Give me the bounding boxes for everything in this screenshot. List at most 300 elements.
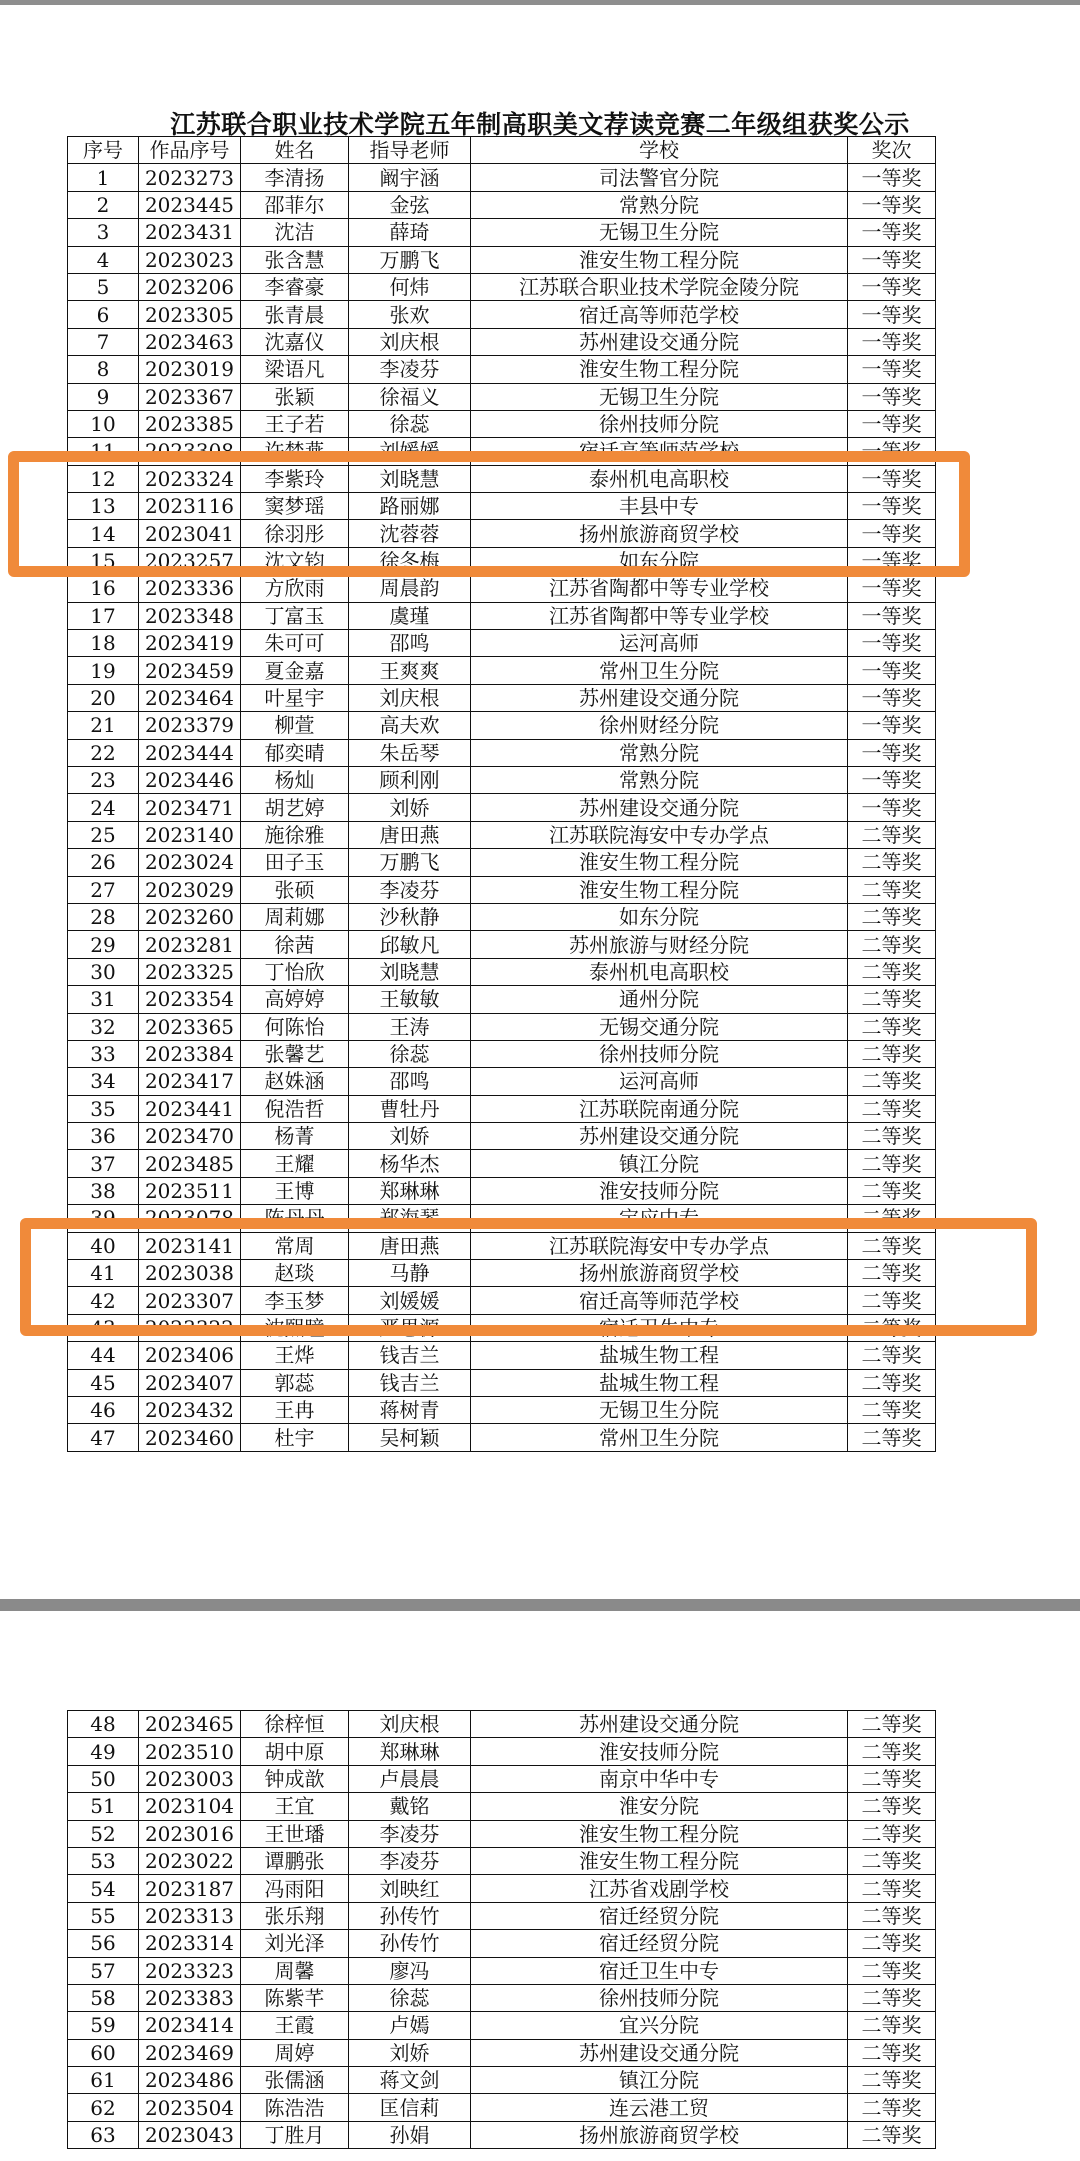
work-no-cell: 2023384 <box>139 1040 241 1067</box>
name-cell: 李睿豪 <box>241 273 349 300</box>
school-cell: 江苏联院南通分院 <box>471 1095 848 1122</box>
school-cell: 宿迁高等师范学校 <box>471 1287 848 1314</box>
work-no-cell: 2023029 <box>139 876 241 903</box>
seq-cell: 2 <box>68 191 139 218</box>
name-cell: 窦梦瑶 <box>241 493 349 520</box>
name-cell: 郁奕晴 <box>241 739 349 766</box>
table-row <box>68 849 936 876</box>
work-no-cell: 2023385 <box>139 410 241 437</box>
school-cell: 运河高师 <box>471 1068 848 1095</box>
seq-cell: 16 <box>68 575 139 602</box>
award-cell: 二等奖 <box>848 2121 936 2148</box>
award-cell: 二等奖 <box>848 1123 936 1150</box>
table-row <box>68 1068 936 1095</box>
seq-cell: 9 <box>68 383 139 410</box>
work-no-cell: 2023308 <box>139 438 241 465</box>
award-cell: 一等奖 <box>848 630 936 657</box>
award-cell: 二等奖 <box>848 821 936 848</box>
name-cell: 徐梓恒 <box>241 1711 349 1738</box>
table-row <box>68 2094 936 2121</box>
advisor-cell: 唐田燕 <box>349 821 471 848</box>
advisor-cell: 刘媛媛 <box>349 438 471 465</box>
seq-cell: 42 <box>68 1287 139 1314</box>
advisor-cell: 廖冯 <box>349 1957 471 1984</box>
school-cell: 淮安生物工程分院 <box>471 1820 848 1847</box>
award-cell: 一等奖 <box>848 383 936 410</box>
award-cell: 一等奖 <box>848 219 936 246</box>
school-cell: 淮安技师分院 <box>471 1177 848 1204</box>
seq-cell: 63 <box>68 2121 139 2148</box>
seq-cell: 54 <box>68 1875 139 1902</box>
name-cell: 何陈怡 <box>241 1013 349 1040</box>
school-cell: 无锡交通分院 <box>471 1013 848 1040</box>
table-row <box>68 219 936 246</box>
awards-table-page-2 <box>67 1710 936 2149</box>
seq-cell: 29 <box>68 931 139 958</box>
award-cell: 一等奖 <box>848 520 936 547</box>
school-cell: 淮安生物工程分院 <box>471 876 848 903</box>
school-cell: 淮安生物工程分院 <box>471 246 848 273</box>
school-cell: 苏州旅游与财经分院 <box>471 931 848 958</box>
name-cell: 周莉娜 <box>241 903 349 930</box>
seq-cell: 22 <box>68 739 139 766</box>
award-cell: 二等奖 <box>848 849 936 876</box>
award-cell: 一等奖 <box>848 301 936 328</box>
name-cell: 张乐翔 <box>241 1902 349 1929</box>
name-cell: 常周 <box>241 1232 349 1259</box>
advisor-cell: 沙秋静 <box>349 903 471 930</box>
seq-cell: 52 <box>68 1820 139 1847</box>
award-cell: 一等奖 <box>848 602 936 629</box>
table-row <box>68 328 936 355</box>
advisor-cell: 王敏敏 <box>349 986 471 1013</box>
school-cell: 淮安分院 <box>471 1793 848 1820</box>
seq-cell: 31 <box>68 986 139 1013</box>
school-cell: 泰州机电高职校 <box>471 465 848 492</box>
school-cell: 淮安生物工程分院 <box>471 849 848 876</box>
award-cell: 一等奖 <box>848 794 936 821</box>
work-no-cell: 2023465 <box>139 1711 241 1738</box>
name-cell: 陈紫芊 <box>241 1984 349 2011</box>
seq-cell: 18 <box>68 630 139 657</box>
school-cell: 常熟分院 <box>471 191 848 218</box>
work-no-cell: 2023116 <box>139 493 241 520</box>
advisor-cell: 孙娟 <box>349 2121 471 2148</box>
work-no-cell: 2023464 <box>139 684 241 711</box>
work-no-cell: 2023348 <box>139 602 241 629</box>
name-cell: 倪浩哲 <box>241 1095 349 1122</box>
advisor-cell: 郑琳琳 <box>349 1177 471 1204</box>
seq-cell: 48 <box>68 1711 139 1738</box>
advisor-cell: 李凌芬 <box>349 356 471 383</box>
name-cell: 王博 <box>241 1177 349 1204</box>
seq-cell: 39 <box>68 1205 139 1232</box>
table-row <box>68 1984 936 2011</box>
work-no-cell: 2023367 <box>139 383 241 410</box>
school-cell: 如东分院 <box>471 903 848 930</box>
school-cell: 无锡卫生分院 <box>471 219 848 246</box>
award-cell: 二等奖 <box>848 1040 936 1067</box>
table-row <box>68 1711 936 1738</box>
work-no-cell: 2023273 <box>139 164 241 191</box>
award-cell: 一等奖 <box>848 493 936 520</box>
advisor-cell: 沈蓉蓉 <box>349 520 471 547</box>
name-cell: 杜宇 <box>241 1424 349 1451</box>
work-no-cell: 2023206 <box>139 273 241 300</box>
work-no-cell: 2023313 <box>139 1902 241 1929</box>
school-cell: 宿迁高等师范学校 <box>471 438 848 465</box>
work-no-cell: 2023365 <box>139 1013 241 1040</box>
name-cell: 邵菲尔 <box>241 191 349 218</box>
award-cell: 一等奖 <box>848 684 936 711</box>
name-cell: 丁富玉 <box>241 602 349 629</box>
table-row <box>68 2067 936 2094</box>
school-cell: 徐州技师分院 <box>471 410 848 437</box>
seq-cell: 51 <box>68 1793 139 1820</box>
table-row <box>68 1902 936 1929</box>
award-cell: 一等奖 <box>848 273 936 300</box>
seq-cell: 53 <box>68 1847 139 1874</box>
award-cell: 二等奖 <box>848 903 936 930</box>
seq-cell: 13 <box>68 493 139 520</box>
name-cell: 李紫玲 <box>241 465 349 492</box>
award-cell: 二等奖 <box>848 1150 936 1177</box>
advisor-cell: 匡信莉 <box>349 2094 471 2121</box>
school-cell: 南京中华中专 <box>471 1765 848 1792</box>
school-cell: 淮安生物工程分院 <box>471 356 848 383</box>
table-row <box>68 356 936 383</box>
award-cell: 二等奖 <box>848 2094 936 2121</box>
table-row <box>68 876 936 903</box>
table-row <box>68 1150 936 1177</box>
award-cell: 二等奖 <box>848 1396 936 1423</box>
award-cell: 二等奖 <box>848 2067 936 2094</box>
name-cell: 王世璠 <box>241 1820 349 1847</box>
advisor-cell: 朱岳琴 <box>349 739 471 766</box>
work-no-cell: 2023016 <box>139 1820 241 1847</box>
award-cell: 一等奖 <box>848 547 936 574</box>
work-no-cell: 2023305 <box>139 301 241 328</box>
advisor-cell: 钱吉兰 <box>349 1369 471 1396</box>
document-title: 江苏联合职业技术学院五年制高职美文荐读竞赛二年级组获奖公示 <box>170 110 910 139</box>
advisor-cell: 阚宇涵 <box>349 164 471 191</box>
work-no-cell: 2023323 <box>139 1957 241 1984</box>
name-cell: 张儒涵 <box>241 2067 349 2094</box>
advisor-cell: 刘娇 <box>349 1123 471 1150</box>
advisor-cell: 张欢 <box>349 301 471 328</box>
name-cell: 张颖 <box>241 383 349 410</box>
table-row <box>68 1396 936 1423</box>
name-cell: 叶星宇 <box>241 684 349 711</box>
work-no-cell: 2023281 <box>139 931 241 958</box>
advisor-cell: 卢晨晨 <box>349 1765 471 1792</box>
work-no-cell: 2023041 <box>139 520 241 547</box>
award-cell: 一等奖 <box>848 246 936 273</box>
work-no-cell: 2023019 <box>139 356 241 383</box>
school-cell: 苏州建设交通分院 <box>471 2039 848 2066</box>
advisor-cell: 曹牡丹 <box>349 1095 471 1122</box>
school-cell: 司法警官分院 <box>471 164 848 191</box>
award-cell: 二等奖 <box>848 1013 936 1040</box>
table-row <box>68 657 936 684</box>
seq-cell: 41 <box>68 1260 139 1287</box>
work-no-cell: 2023446 <box>139 766 241 793</box>
name-cell: 钟成歆 <box>241 1765 349 1792</box>
name-cell: 许梦燕 <box>241 438 349 465</box>
table-row <box>68 273 936 300</box>
name-cell: 丁胜月 <box>241 2121 349 2148</box>
school-cell: 徐州技师分院 <box>471 1984 848 2011</box>
award-cell: 二等奖 <box>848 1068 936 1095</box>
name-cell: 杨菁 <box>241 1123 349 1150</box>
seq-cell: 35 <box>68 1095 139 1122</box>
award-cell: 二等奖 <box>848 1287 936 1314</box>
table-row <box>68 2012 936 2039</box>
advisor-cell: 顾利刚 <box>349 766 471 793</box>
school-cell: 盐城生物工程 <box>471 1369 848 1396</box>
table-row <box>68 1095 936 1122</box>
advisor-cell: 王爽爽 <box>349 657 471 684</box>
seq-cell: 38 <box>68 1177 139 1204</box>
name-cell: 陈丹丹 <box>241 1205 349 1232</box>
school-cell: 宝应中专 <box>471 1205 848 1232</box>
award-cell: 二等奖 <box>848 958 936 985</box>
work-no-cell: 2023336 <box>139 575 241 602</box>
advisor-cell: 刘娇 <box>349 2039 471 2066</box>
seq-cell: 19 <box>68 657 139 684</box>
seq-cell: 25 <box>68 821 139 848</box>
seq-cell: 60 <box>68 2039 139 2066</box>
name-cell: 刘光泽 <box>241 1930 349 1957</box>
advisor-cell: 王涛 <box>349 1013 471 1040</box>
advisor-cell: 蒋文剑 <box>349 2067 471 2094</box>
seq-cell: 59 <box>68 2012 139 2039</box>
advisor-cell: 高夫欢 <box>349 712 471 739</box>
advisor-cell: 郑琳琳 <box>349 1738 471 1765</box>
advisor-cell: 吴柯颖 <box>349 1424 471 1451</box>
award-cell: 二等奖 <box>848 1793 936 1820</box>
advisor-cell: 李凌芬 <box>349 876 471 903</box>
table-row <box>68 1875 936 1902</box>
table-row <box>68 1040 936 1067</box>
school-cell: 淮安生物工程分院 <box>471 1847 848 1874</box>
seq-cell: 11 <box>68 438 139 465</box>
name-cell: 方欣雨 <box>241 575 349 602</box>
advisor-cell: 戴铭 <box>349 1793 471 1820</box>
table-row <box>68 739 936 766</box>
seq-cell: 32 <box>68 1013 139 1040</box>
work-no-cell: 2023510 <box>139 1738 241 1765</box>
name-cell: 陈浩浩 <box>241 2094 349 2121</box>
award-cell: 一等奖 <box>848 712 936 739</box>
work-no-cell: 2023187 <box>139 1875 241 1902</box>
work-no-cell: 2023414 <box>139 2012 241 2039</box>
advisor-cell: 徐福义 <box>349 383 471 410</box>
name-cell: 张青晨 <box>241 301 349 328</box>
name-cell: 谭鹏张 <box>241 1847 349 1874</box>
seq-cell: 7 <box>68 328 139 355</box>
table-row <box>68 1123 936 1150</box>
work-no-cell: 2023431 <box>139 219 241 246</box>
school-cell: 江苏联院海安中专办学点 <box>471 821 848 848</box>
work-no-cell: 2023141 <box>139 1232 241 1259</box>
name-cell: 徐茜 <box>241 931 349 958</box>
seq-cell: 46 <box>68 1396 139 1423</box>
advisor-cell: 蒋树青 <box>349 1396 471 1423</box>
name-cell: 王烨 <box>241 1342 349 1369</box>
school-cell: 镇江分院 <box>471 1150 848 1177</box>
table-row <box>68 958 936 985</box>
seq-cell: 6 <box>68 301 139 328</box>
work-no-cell: 2023078 <box>139 1205 241 1232</box>
school-cell: 江苏省戏剧学校 <box>471 1875 848 1902</box>
table-row <box>68 1820 936 1847</box>
award-cell: 一等奖 <box>848 766 936 793</box>
advisor-cell: 刘娇 <box>349 794 471 821</box>
award-cell: 二等奖 <box>848 1711 936 1738</box>
seq-cell: 21 <box>68 712 139 739</box>
name-cell: 王宜 <box>241 1793 349 1820</box>
advisor-cell: 路丽娜 <box>349 493 471 520</box>
school-cell: 徐州技师分院 <box>471 1040 848 1067</box>
work-no-cell: 2023419 <box>139 630 241 657</box>
advisor-cell: 金弦 <box>349 191 471 218</box>
work-no-cell: 作品序号 <box>139 137 241 164</box>
table-row <box>68 2121 936 2148</box>
name-cell: 朱可可 <box>241 630 349 657</box>
advisor-cell: 邵鸣 <box>349 630 471 657</box>
work-no-cell: 2023469 <box>139 2039 241 2066</box>
school-cell: 宜兴分院 <box>471 2012 848 2039</box>
name-cell: 沈熙瞳 <box>241 1314 349 1341</box>
table-row <box>68 246 936 273</box>
seq-cell: 40 <box>68 1232 139 1259</box>
seq-cell: 10 <box>68 410 139 437</box>
work-no-cell: 2023104 <box>139 1793 241 1820</box>
work-no-cell: 2023325 <box>139 958 241 985</box>
award-cell: 二等奖 <box>848 1930 936 1957</box>
work-no-cell: 2023470 <box>139 1123 241 1150</box>
table-row <box>68 1177 936 1204</box>
award-cell: 一等奖 <box>848 575 936 602</box>
advisor-cell: 徐蕊 <box>349 410 471 437</box>
work-no-cell: 2023459 <box>139 657 241 684</box>
name-cell: 杨灿 <box>241 766 349 793</box>
seq-cell: 28 <box>68 903 139 930</box>
award-cell: 二等奖 <box>848 1205 936 1232</box>
table-row <box>68 794 936 821</box>
award-cell: 二等奖 <box>848 1314 936 1341</box>
advisor-cell: 周晨韵 <box>349 575 471 602</box>
table-row <box>68 1847 936 1874</box>
award-cell: 二等奖 <box>848 1342 936 1369</box>
name-cell: 张含慧 <box>241 246 349 273</box>
seq-cell: 1 <box>68 164 139 191</box>
advisor-cell: 刘媛媛 <box>349 1287 471 1314</box>
work-no-cell: 2023471 <box>139 794 241 821</box>
name-cell: 胡艺婷 <box>241 794 349 821</box>
award-cell: 一等奖 <box>848 191 936 218</box>
award-cell: 二等奖 <box>848 1232 936 1259</box>
work-no-cell: 2023257 <box>139 547 241 574</box>
table-row <box>68 986 936 1013</box>
advisor-cell: 刘庆根 <box>349 1711 471 1738</box>
name-cell: 梁语凡 <box>241 356 349 383</box>
advisor-cell: 邱敏凡 <box>349 931 471 958</box>
name-cell: 施徐雅 <box>241 821 349 848</box>
work-no-cell: 2023038 <box>139 1260 241 1287</box>
award-cell: 二等奖 <box>848 1369 936 1396</box>
work-no-cell: 2023354 <box>139 986 241 1013</box>
advisor-cell: 万鹏飞 <box>349 246 471 273</box>
table-row <box>68 1738 936 1765</box>
work-no-cell: 2023504 <box>139 2094 241 2121</box>
work-no-cell: 2023511 <box>139 1177 241 1204</box>
name-cell: 郭蕊 <box>241 1369 349 1396</box>
advisor-cell: 李凌芬 <box>349 1847 471 1874</box>
seq-cell: 49 <box>68 1738 139 1765</box>
advisor-cell: 钱吉兰 <box>349 1342 471 1369</box>
seq-cell: 23 <box>68 766 139 793</box>
work-no-cell: 2023485 <box>139 1150 241 1177</box>
school-cell: 扬州旅游商贸学校 <box>471 520 848 547</box>
school-cell: 无锡卫生分院 <box>471 1396 848 1423</box>
name-cell: 王冉 <box>241 1396 349 1423</box>
school-cell: 江苏省陶都中等专业学校 <box>471 575 848 602</box>
advisor-cell: 马静 <box>349 1260 471 1287</box>
award-cell: 二等奖 <box>848 1957 936 1984</box>
advisor-cell: 徐蕊 <box>349 1984 471 2011</box>
name-cell: 张馨艺 <box>241 1040 349 1067</box>
work-no-cell: 2023406 <box>139 1342 241 1369</box>
work-no-cell: 2023140 <box>139 821 241 848</box>
work-no-cell: 2023003 <box>139 1765 241 1792</box>
award-cell: 一等奖 <box>848 739 936 766</box>
school-cell: 扬州旅游商贸学校 <box>471 2121 848 2148</box>
work-no-cell: 2023460 <box>139 1424 241 1451</box>
work-no-cell: 2023043 <box>139 2121 241 2148</box>
table-row <box>68 301 936 328</box>
seq-cell: 43 <box>68 1314 139 1341</box>
advisor-cell: 郑海琴 <box>349 1205 471 1232</box>
table-header-row <box>68 137 936 164</box>
school-cell: 通州分院 <box>471 986 848 1013</box>
award-cell: 二等奖 <box>848 1260 936 1287</box>
work-no-cell: 2023444 <box>139 739 241 766</box>
work-no-cell: 2023417 <box>139 1068 241 1095</box>
work-no-cell: 2023441 <box>139 1095 241 1122</box>
award-cell: 二等奖 <box>848 1424 936 1451</box>
award-cell: 一等奖 <box>848 410 936 437</box>
school-cell: 泰州机电高职校 <box>471 958 848 985</box>
advisor-cell: 孙传竹 <box>349 1930 471 1957</box>
highlight-box-rows-12-14 <box>8 451 970 577</box>
name-cell: 王子若 <box>241 410 349 437</box>
table-row <box>68 1793 936 1820</box>
name-cell: 高婷婷 <box>241 986 349 1013</box>
name-cell: 王霞 <box>241 2012 349 2039</box>
award-cell: 一等奖 <box>848 164 936 191</box>
table-row <box>68 383 936 410</box>
school-cell: 徐州财经分院 <box>471 712 848 739</box>
work-no-cell: 2023307 <box>139 1287 241 1314</box>
school-cell: 宿迁高等师范学校 <box>471 301 848 328</box>
award-cell: 二等奖 <box>848 1875 936 1902</box>
seq-cell: 62 <box>68 2094 139 2121</box>
school-cell: 苏州建设交通分院 <box>471 794 848 821</box>
seq-cell: 50 <box>68 1765 139 1792</box>
seq-cell: 26 <box>68 849 139 876</box>
